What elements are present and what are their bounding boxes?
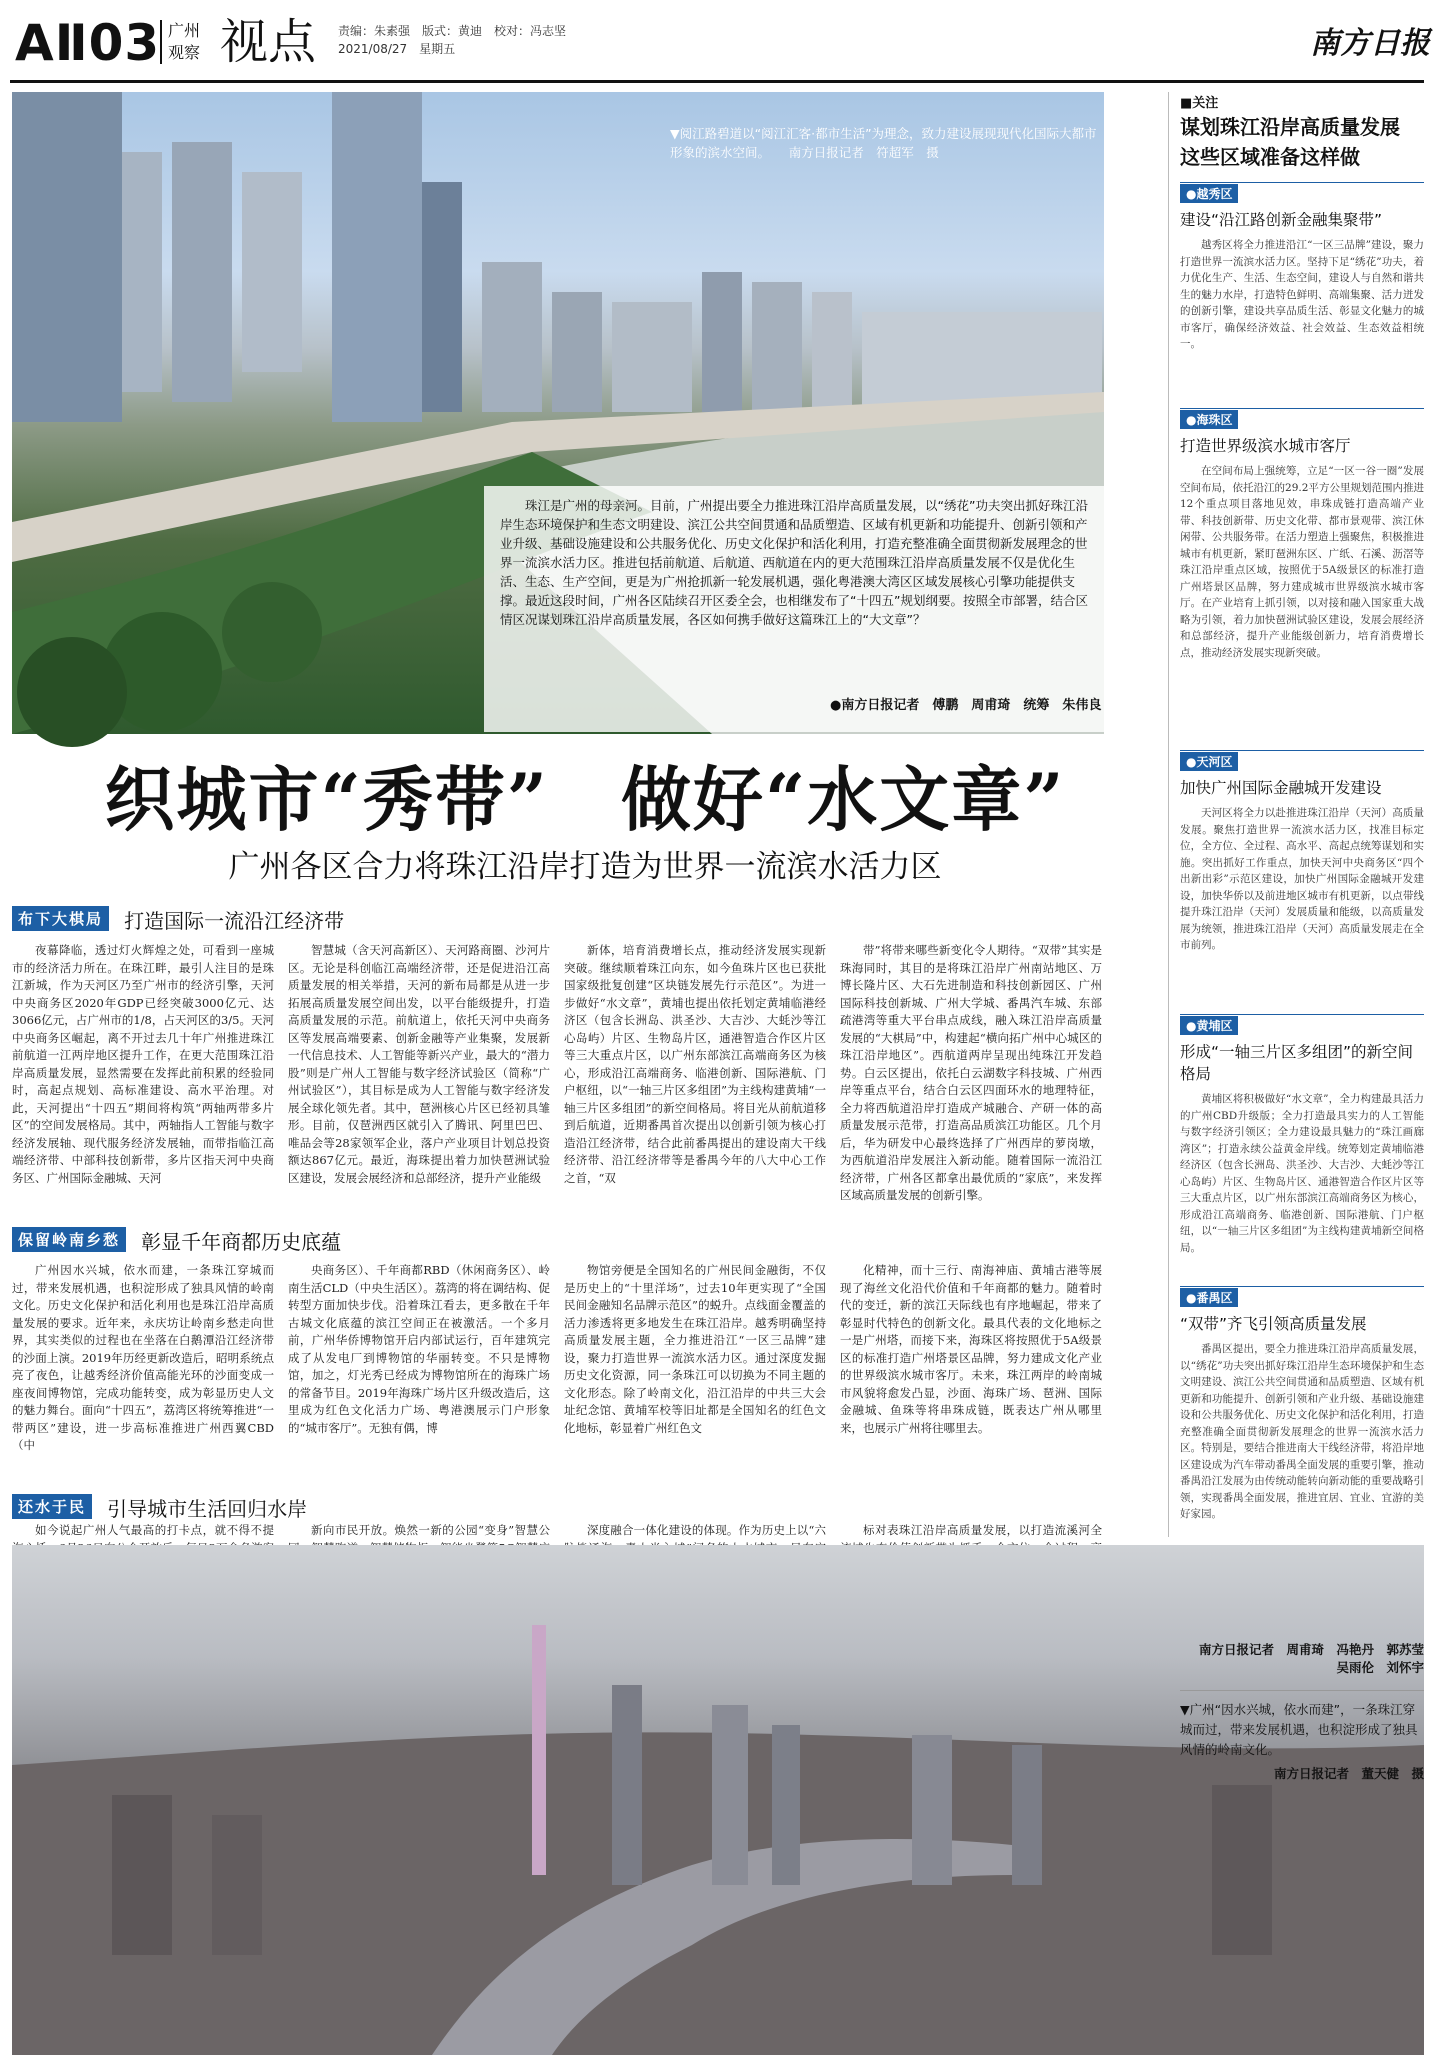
- credit-line-2: 吴雨伦 刘怀宇: [1336, 1660, 1424, 1675]
- district-haizhu: [1180, 408, 1424, 753]
- focus-label: ■关注: [1180, 96, 1219, 111]
- district-rule: [1180, 750, 1424, 751]
- newspaper-logo: 南方日报: [1310, 26, 1430, 61]
- district-tag: ●番禺区: [1180, 1288, 1238, 1307]
- district-huangpu: [1180, 1014, 1424, 1291]
- lead-byline: ●南方日报记者 傅鹏 周甫琦 统筹 朱伟良: [830, 698, 1102, 713]
- district-tag: ●天河区: [1180, 752, 1238, 771]
- district-body: 番禺区提出，要全力推进珠江沿岸高质量发展，以“绣花”功夫突出抓好珠江沿岸生态环境保护和生态文明建设、滨江公共空间贯通和品质塑造、区域有机更新和功能提升、创新引领和产业升级、基础设施建设和公共服务优化、历史文化保护和活化利用，打造充整准确全面贯彻新发展理念的世界一流滨水活力区。特别是，要结合推进南大干线经济带，将沿岸地区建设成为汽车带动番禺全面发展的重要引擎，推动番禺沿江发展为由传统动能转向新动能的重要战略引领，实现番禺全面发展，推进宜居、宜业、宜游的美好家园。: [1180, 1343, 1424, 1520]
- district-tag: ●黄埔区: [1180, 1016, 1238, 1035]
- district-rule: [1180, 182, 1424, 183]
- section-2-col-3: 物馆旁便是全国知名的广州民间金融街，不仅是历史上的“十里洋场”，过去10年更实现了“全国民间金融知名品牌示范区”的蜕升。点线面金覆盖的活力渗透将更多地发生在珠江沿岸。越秀明确坚持高质量发展主题，全力推进沿江“一区三品牌”建设，聚力打造世界一流滨水活力区。通过深度发掘历史文化资源，同一条珠江可以切换为不同主题的文化形态。除了岭南文化，沿江沿岸的中共三大会址纪念馆、黄埔军校等旧址都是全国知名的红色文化地标，彰显着广州红色文: [564, 1263, 826, 1435]
- header-rule: [10, 80, 1424, 83]
- section-2-col-2: 央商务区）、千年商都RBD（休闲商务区）、岭南生活CLD（中央生活区）。荔湾的将在调结构、促转型方面加快步伐。沿着珠江看去，更多散在千年古城文化底蕴的滨江空间正在被激活。一个多月前，广州华侨博物馆开启内部试运行，百年建筑完成了从发电厂到博物馆的华丽转变。不只是博物馆，加之，灯光秀已经成为博物馆所在的海珠广场的常备节目。2019年海珠广场片区升级改造后，这里成为红色文化活力广场、粤港澳展示门户形象的“城市客厅”。无独有偶，博: [288, 1263, 550, 1435]
- date-line: 2021/08/27 星期五: [338, 42, 456, 56]
- district-title: 形成“一轴三片区多组团”的新空间格局: [1180, 1043, 1414, 1083]
- region-label: 广州观察: [160, 20, 208, 64]
- section-1-col-4: 带”将带来哪些新变化令人期待。“双带”其实是珠海同时，其目的是将珠江沿岸广州南站地区、万博长隆片区、大石先进制造和科技创新园区、广州国际科技创新城、广州大学城、番禺汽车城、东部疏港湾等重大平台串点成线，融入珠江沿岸高质量发展的“大棋局”中，构建起“横向拓广州中心城区的珠江沿岸地区”。西航道两岸呈现出纯珠江开发趋势。白云区提出，依托白云湖数字科技城、广州西岸等重点平台，结合白云区四面环水的地理特征，全力将西航道沿岸打造成产城融合、产研一体的高质量发展示范带，打造高品质滨江功能区。几个月后，华为研发中心最终选择了广州西岸的萝岗墩，为西航道沿岸发展注入新动能。随着国际一流沿江经济带，广州各区都拿出最优质的“家底”，来发挥区域高质量发展的创新引擎。: [840, 943, 1102, 1202]
- section-1-col-2: 智慧城（含天河高新区）、天河路商圈、沙河片区。无论是科创临江高端经济带，还是促进沿江高质量发展的相关举措，天河的新布局都是从进一步拓展高质量发展空间出发，以平台能级提升，打造高质量发展的示范。前航道上，依托天河中央商务区等发展高端要素、创新金融等产业集聚，发展新一代信息技术、人工智能等新兴产业，最大的“潜力股”则是广州人工智能与数字经济试验区（简称“广州试验区”），其目标是成为人工智能与数字经济发展全球化领先者。其中，琶洲核心片区已经初具雏形。目前，仅琶洲西区就引入了腾讯、阿里巴巴、唯品会等28家领军企业，落户产业项目计划总投资额达867亿元。最近，海珠提出着力加快琶洲试验区建设，发展会展经济和总部经济，提升产业能级: [288, 943, 550, 1185]
- district-body: 越秀区将全力推进沿江“一区三品牌”建设，聚力打造世界一流滨水活力区。坚持下足“绣花”功夫，着力优化生产、生活、生态空间，建设人与自然和谐共生的魅力水岸，打造特色鲜明、高端集聚、活力迸发的创新引擎，建设共享品质生活、彰显文化魅力的城市客厅，确保经济效益、社会效益、生态效益相统一。: [1180, 239, 1424, 350]
- section-1-tag: 布下大棋局: [12, 906, 109, 931]
- section-3-col-2: 新向市民开放。焕然一新的公园“变身”智慧公: [311, 1523, 550, 1537]
- page-number: AⅡ03: [15, 14, 161, 72]
- district-body: 黄埔区将积极做好“水文章”，全力构建最具活力的广州CBD升级版；全力打造最具实力的人工智能与数字经济引领区；全力建设最具魅力的“珠江画廊湾区”；打造永续公益黄金岸线。统筹划定黄埔临港经济区（包含长洲岛、洪圣沙、大吉沙、大蚝沙等江心岛屿）片区、生物岛片区、通港智造合作区片区等三大重点片区，以广州东部滨江高端商务区为核心，形成沿江高端商务、临港创新、国际港航、门户枢纽，以“一轴三片区多组团”为主线构建黄埔新空间格局。: [1180, 1093, 1424, 1254]
- section-2-col-4: 化精神，而十三行、南海神庙、黄埔古港等展现了海丝文化沿代价值和千年商都的魅力。随着时代的变迁，新的滨江天际线也有序地崛起，带来了彰显时代特色的创新文化。最具代表的文化地标之一是广州塔，而接下来，海珠区将按照优于5A级景区的标准打造广州塔景区品牌，努力建成文化产业的世界级滨水城市客厅。未来，珠江两岸的岭南城市风貌将愈发凸显，沙面、海珠广场、琶洲、国际金融城、鱼珠等将串珠成链，既表达广州从哪里来，也展示广州将往哪里去。: [840, 1263, 1102, 1435]
- district-body: 在空间布局上强统筹，立足“一区一谷一圈”发展空间布局，依托沿江的29.2平方公里规划范围内推进12个重点项目落地见效，串珠成链打造高端产业带、科技创新带、历史文化带、都市景观带、滨江休闲带、公共服务带。在活力塑造上强聚焦，积极推进城市有机更新，紧盯琶洲东区、广纸、石溪、沥滘等珠江沿岸重点区域，按照优于5A级景区的标准打造广州塔景区品牌，努力建成城市世界级滨水城市客厅。在产业培育上抓引领，以对接和融入国家重大战略为引领，着力加快琶洲试验区建设，发展会展经济和总部经济，提升产业能级创新力，培育消费增长点，推动经济发展实现新突破。: [1180, 465, 1424, 659]
- editor-meta: [338, 22, 566, 58]
- district-yuexiu: [1180, 182, 1424, 407]
- sidebar-rule: [1180, 1690, 1424, 1691]
- section-3-col-1: 如今说起广州人气最高的打卡点，就不得不提: [35, 1523, 274, 1537]
- district-title: 加快广州国际金融城开发建设: [1180, 779, 1382, 797]
- main-headline: 织城市“秀带” 做好“水文章”: [104, 758, 1066, 841]
- district-tag: ●海珠区: [1180, 410, 1238, 429]
- section-1-header: [12, 905, 1104, 941]
- top-photo-caption: ▼阅江路碧道以“阅江汇客·都市生活”为理念，致力建设展现现代化国际大都市形象的滨水空间。 南方日报记者 符超军 摄: [670, 126, 1097, 160]
- editor-line: 责编：朱素强 版式：黄迪 校对：冯志坚: [338, 24, 567, 38]
- section-2-title: 彰显千年商都历史底蕴: [141, 1230, 342, 1254]
- section-1-col-1: 夜幕降临，透过灯火辉煌之处，可看到一座城市的经济活力所在。在珠江畔，最引人注目的是珠江新城，作为天河区乃至广州市的经济引擎，天河中央商务区2020年GDP已经突破3000亿元、达3066亿元，占广州市的1/8，占天河区的3/5。天河中央商务区崛起，离不开过去几十年广州推进珠江前航道一江两岸地区提升工作，在更大范围珠江沿岸高质量发展，显然需要在发挥此前积累的经验同时，高起点规划、高标准建设、高水平治理。对此，天河提出“十四五”期间将构筑“两轴两带多片区”的空间发展格局。其中，两轴指人工智能与数字经济发展轴、现代服务经济发展轴，而带指临江高端经济带、中部科技创新带，多片区指天河中央商务区、广州国际金融城、天河: [12, 943, 274, 1185]
- district-tag: ●越秀区: [1180, 184, 1238, 203]
- section-2-tag: 保留岭南乡愁: [12, 1227, 126, 1252]
- section-3-col-3: 深度融合一体化建设的体现。作为历史上以“六: [587, 1523, 826, 1537]
- sidebar-credit: [1180, 1640, 1424, 1676]
- section-title: 视点: [220, 14, 317, 70]
- sub-headline: 广州各区合力将珠江沿岸打造为世界一流滨水活力区: [228, 849, 942, 885]
- section-3-tag: 还水于民: [12, 1494, 92, 1519]
- sidebar-divider: [1168, 92, 1169, 1537]
- section-1-title: 打造国际一流沿江经济带: [124, 909, 345, 933]
- bottom-photo-credit: 南方日报记者 董天健 摄: [1273, 1766, 1424, 1781]
- district-panyu: [1180, 1286, 1424, 1671]
- section-3-col-4: 标对表珠江沿岸高质量发展，以打造流溪河全: [863, 1523, 1102, 1537]
- bottom-photo-caption: ▼广州“因水兴城，依水而建”，一条珠江穿城而过，带来发展机遇，也积淀形成了独具风情的岭南文化。: [1180, 1702, 1418, 1757]
- district-title: 打造世界级滨水城市客厅: [1180, 437, 1351, 455]
- credit-line-1: 南方日报记者 周甫琦 冯艳丹 郭苏莹: [1198, 1642, 1424, 1657]
- focus-title: 谋划珠江沿岸高质量发展 这些区域准备这样做: [1180, 115, 1420, 169]
- district-title: “双带”齐飞引领高质量发展: [1180, 1315, 1367, 1333]
- section-2-header: [12, 1226, 1104, 1262]
- district-title: 建设“沿江路创新金融集聚带”: [1180, 211, 1383, 229]
- district-body: 天河区将全力以赴推进珠江沿岸（天河）高质量发展。聚焦打造世界一流滨水活力区，找准目标定位，全方位、全过程、高水平、高起点统筹谋划和实施。突出抓好工作重点，加快天河中央商务区“四个出新出彩”示范区建设，加快广州国际金融城开发建设，加快华侨以及前进地区城市有机更新，以点带线提升珠江沿岸（天河）发展质量和能级，以高质量发展为统领，推进珠江沿岸（天河）高质量发展走在全市前列。: [1180, 807, 1424, 951]
- district-rule: [1180, 1014, 1424, 1015]
- district-rule: [1180, 1286, 1424, 1287]
- district-tianhe: [1180, 750, 1424, 1005]
- lead-paragraph: 珠江是广州的母亲河。目前，广州提出要全力推进珠江沿岸高质量发展，以“绣花”功夫突出抓好珠江沿岸生态环境保护和生态文明建设、滨江公共空间贯通和品质塑造、区域有机更新和功能提升、创新引领和产业升级、基础设施建设和公共服务优化、历史文化保护和活化利用，打造充整准确全面贯彻新发展理念的世界一流滨水活力区。推进包括前航道、后航道、西航道在内的更大范围珠江沿岸高质量发展不仅是优化生活、生态、生产空间，更是为广州抢抓新一轮发展机遇，强化粤港澳大湾区区域发展核心引擎功能提供支撑。最近这段时间，广州各区陆续召开区委全会，也相继发布了“十四五”规划纲要。按照全市部署，结合区情区况谋划珠江沿岸高质量发展，各区如何携手做好这篇珠江上的“大文章”？: [500, 498, 1088, 627]
- section-3-title: 引导城市生活回归水岸: [107, 1497, 308, 1521]
- section-1-col-3: 新体，培育消费增长点，推动经济发展实现新突破。继续顺着珠江向东，如今鱼珠片区也已获批国家级批复创建“区块链发展先行示范区”。为进一步做好“水文章”，黄埔也提出依托划定黄埔临港经济区（包含长洲岛、洪圣沙、大吉沙、大蚝沙等江心岛屿）片区、生物岛片区，通港智造合作区片区等三大重点片区，以广州东部滨江高端商务区为核心，形成沿江高端商务、临港创新、国际港航、门户枢纽，以“一轴三片区多组团”为主线构建黄埔“一轴三片区多组团”的新空间格局。将目光从前航道移到后航道，近期番禺首次提出以创新引领为核心打造沿江经济带，结合此前番禺提出的建设南大干线经济带、沿江经济带等是番禺今年的八大中心工作之首，“双: [564, 943, 826, 1185]
- section-2-col-1: 广州因水兴城，依水而建，一条珠江穿城而过，带来发展机遇，也积淀形成了独具风情的岭南文化。历史文化保护和活化利用也是珠江沿岸高质量发展的要求。近年来，永庆坊让岭南乡愁走向世界，其实类似的过程也在坐落在白鹅潭沿江经济带的沙面上演。2019年历经更新改造后，昭明系统点亮了夜色，让越秀经济价值高能光环的沙面变成一座夜间博物馆，完成功能转变，成为彰显历史人文的魅力舞台。面向“十四五”，荔湾区将统筹推进“一带两区”建设，进一步高标准推进广州西翼CBD（中: [12, 1263, 274, 1452]
- district-rule: [1180, 408, 1424, 409]
